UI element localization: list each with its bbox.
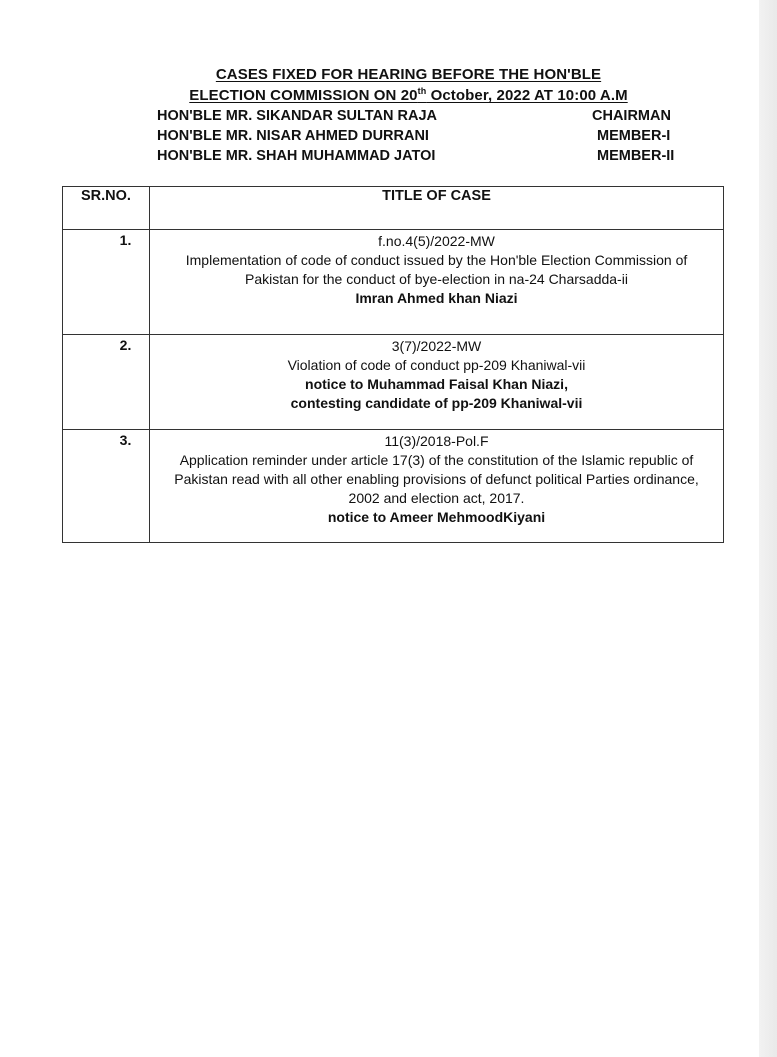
column-header-title: TITLE OF CASE (150, 187, 724, 230)
cases-table (62, 186, 724, 543)
case-title-cell (150, 230, 724, 335)
case-notice: notice to Muhammad Faisal Khan Niazi, (305, 376, 568, 392)
case-notice-detail: contesting candidate of pp-209 Khaniwal-vii (290, 395, 583, 411)
case-description: Implementation of code of conduct issued by the Hon'ble Election Commission of Pakistan for the conduct of bye-election in na-24 Charsadda-ii (185, 252, 688, 287)
case-file-number: 3(7)/2022-MW (391, 338, 482, 354)
case-file-number: 11(3)/2018-Pol.F (384, 433, 489, 449)
bench-member-name: HON'BLE MR. SHAH MUHAMMAD JATOI (157, 148, 436, 164)
case-description: Violation of code of conduct pp-209 Khaniwal-vii (287, 357, 586, 373)
bench-member-name: HON'BLE MR. NISAR AHMED DURRANI (157, 128, 429, 144)
bench-member-role: MEMBER-II (597, 148, 675, 164)
case-serial-number: 1. (63, 230, 150, 335)
case-party: Imran Ahmed khan Niazi (355, 290, 518, 306)
table-row (63, 335, 724, 430)
table-header-row (63, 187, 724, 230)
page-edge-shadow (759, 0, 777, 1057)
bench-member-role: MEMBER-I (597, 128, 671, 144)
table-row (63, 230, 724, 335)
case-title-cell (150, 430, 724, 543)
document-title-line-2: ELECTION COMMISSION ON 20th October, 2022 AT 10:00 A.M (189, 86, 628, 104)
case-description: Application reminder under article 17(3) of the constitution of the Islamic republic of Pakistan read with all other enabling provisions of defunct political Parties ordinance, 2002 and election act, 2017. (174, 452, 699, 506)
case-serial-number: 2. (63, 335, 150, 430)
bench-member-role: CHAIRMAN (592, 108, 671, 124)
bench-member-name: HON'BLE MR. SIKANDAR SULTAN RAJA (157, 108, 438, 124)
column-header-srno: SR.NO. (63, 187, 150, 230)
case-file-number: f.no.4(5)/2022-MW (378, 233, 495, 249)
case-title-cell (150, 335, 724, 430)
document-title-line-1: CASES FIXED FOR HEARING BEFORE THE HON'BLE (215, 66, 602, 83)
table-row (63, 430, 724, 543)
case-serial-number: 3. (63, 430, 150, 543)
case-notice: notice to Ameer MehmoodKiyani (327, 509, 546, 525)
